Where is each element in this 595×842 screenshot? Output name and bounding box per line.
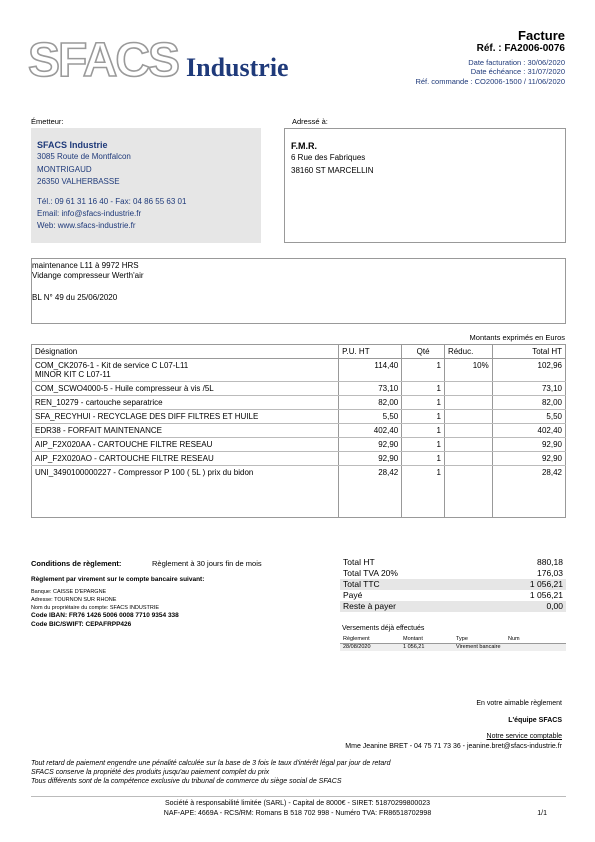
- payments-col-num: Num: [508, 636, 520, 642]
- legal-line3: Tous différents sont de la compétence exclusive du tribunal de commerce du siège social de SFACS: [31, 778, 342, 785]
- signoff-contact: Mme Jeanine BRET - 04 75 71 73 36 - jeanine.bret@sfacs-industrie.fr: [345, 743, 562, 750]
- signoff-greeting: En votre aimable règlement: [476, 700, 562, 707]
- row-discount: [444, 452, 492, 466]
- row-qty: 1: [402, 466, 445, 518]
- description-line2: Vidange compresseur Werth'air: [32, 271, 144, 280]
- row-total: 73,10: [492, 382, 565, 396]
- description-line1: maintenance L11 à 9972 HRS: [32, 261, 139, 270]
- row-qty: 1: [402, 452, 445, 466]
- bank-name: Banque: CAISSE D'EPARGNE: [31, 589, 107, 595]
- signoff-team: L'équipe SFACS: [508, 717, 562, 724]
- emitter-name: SFACS Industrie: [37, 140, 108, 150]
- payments-made-title: Versements déjà effectués: [342, 625, 425, 632]
- recipient-name: F.M.R.: [291, 141, 317, 151]
- recipient-address2: 38160 ST MARCELLIN: [291, 166, 374, 175]
- total-ttc-value: 1 056,21: [529, 579, 563, 589]
- col-total: Total HT: [492, 345, 565, 359]
- row-unit-price: 28,42: [339, 466, 402, 518]
- emitter-address1: 3085 Route de Montfalcon: [37, 152, 131, 161]
- payment-conditions-value: Règlement à 30 jours fin de mois: [152, 559, 262, 568]
- payments-col-montant: Montant: [403, 636, 423, 642]
- row-discount: [444, 396, 492, 410]
- payment-conditions-label: Conditions de règlement:: [31, 559, 122, 568]
- payments-col-type: Type: [456, 636, 468, 642]
- payment-row: [340, 644, 566, 651]
- footer-line1: Société à responsabilité limitée (SARL) - Capital de 8000€ - SIRET: 51870299800023: [165, 800, 430, 807]
- total-ttc-row: [340, 579, 566, 590]
- invoice-ref: Réf. : FA2006-0076: [476, 43, 565, 54]
- logo-mark: SFACS: [28, 36, 179, 86]
- row-qty: 1: [402, 424, 445, 438]
- recipient-label: Adressé à:: [292, 117, 328, 126]
- row-total: 92,90: [492, 438, 565, 452]
- row-designation: AIP_F2X020AA - CARTOUCHE FILTRE RESEAU: [32, 438, 339, 452]
- footer-divider: [31, 796, 566, 797]
- table-row: [32, 410, 566, 424]
- row-qty: 1: [402, 410, 445, 424]
- payment-amount: 1 056,21: [403, 644, 425, 650]
- row-total: 82,00: [492, 396, 565, 410]
- emitter-box: [31, 128, 261, 243]
- paid-label: Payé: [343, 590, 363, 600]
- legal-line2: SFACS conserve la propriété des produits jusqu'au paiement complet du prix: [31, 769, 270, 776]
- col-designation: Désignation: [32, 345, 339, 359]
- total-tva-row: [340, 568, 566, 579]
- remaining-value: 0,00: [546, 601, 563, 611]
- row-unit-price: 73,10: [339, 382, 402, 396]
- row-total: 28,42: [492, 466, 565, 518]
- total-ht-row: [340, 557, 566, 568]
- emitter-address3: 26350 VALHERBASSE: [37, 177, 120, 186]
- row-qty: 1: [402, 382, 445, 396]
- emitter-label: Émetteur:: [31, 117, 64, 126]
- row-total: 92,90: [492, 452, 565, 466]
- paid-row: [340, 590, 566, 601]
- row-designation: [32, 359, 339, 382]
- col-unit-price: P.U. HT: [339, 345, 402, 359]
- row-designation: REN_10279 - cartouche separatrice: [32, 396, 339, 410]
- row-designation: AIP_F2X020AO - CARTOUCHE FILTRE RESEAU: [32, 452, 339, 466]
- emitter-phone: Tél.: 09 61 31 16 40 - Fax: 04 86 55 63 01: [37, 197, 187, 206]
- col-discount: Réduc.: [444, 345, 492, 359]
- row-discount: [444, 410, 492, 424]
- row-total: 402,40: [492, 424, 565, 438]
- payment-date: 28/08/2020: [343, 644, 371, 650]
- invoice-date: Date facturation : 30/06/2020: [468, 58, 565, 67]
- bank-transfer-title: Règlement par virement sur le compte bancaire suivant:: [31, 576, 205, 583]
- table-header-row: [32, 345, 566, 359]
- row-designation: EDR38 - FORFAIT MAINTENANCE: [32, 424, 339, 438]
- total-tva-value: 176,03: [537, 568, 563, 578]
- payments-made-header: [340, 636, 566, 644]
- company-logo: [28, 36, 318, 86]
- row-discount: [444, 424, 492, 438]
- table-row: [32, 438, 566, 452]
- paid-value: 1 056,21: [529, 590, 563, 600]
- total-ht-value: 880,18: [537, 557, 563, 567]
- table-row: [32, 424, 566, 438]
- row-unit-price: 92,90: [339, 452, 402, 466]
- bank-address: Adresse: TOURNON SUR RHONE: [31, 597, 117, 603]
- table-row: [32, 382, 566, 396]
- row-designation-line2: MINOR KIT C L07-11: [35, 370, 111, 379]
- row-unit-price: 82,00: [339, 396, 402, 410]
- row-qty: 1: [402, 359, 445, 382]
- description-box: [31, 258, 566, 324]
- table-row: [32, 359, 566, 382]
- row-designation-line1: COM_CK2076-1 - Kit de service C L07-L11: [35, 361, 189, 370]
- signoff-accounting: Notre service comptable: [486, 733, 562, 740]
- row-unit-price: 114,40: [339, 359, 402, 382]
- legal-line1: Tout retard de paiement engendre une pénalité calculée sur la base de 3 fois le taux d'intérêt légal par jour de retard: [31, 760, 391, 767]
- total-ht-label: Total HT: [343, 557, 375, 567]
- row-discount: [444, 382, 492, 396]
- row-unit-price: 5,50: [339, 410, 402, 424]
- total-ttc-label: Total TTC: [343, 579, 380, 589]
- table-row: [32, 452, 566, 466]
- row-qty: 1: [402, 438, 445, 452]
- recipient-address1: 6 Rue des Fabriques: [291, 153, 366, 162]
- emitter-web[interactable]: Web: www.sfacs-industrie.fr: [37, 221, 136, 230]
- emitter-email[interactable]: Email: info@sfacs-industrie.fr: [37, 209, 142, 218]
- items-table: [31, 344, 566, 518]
- page-number: 1/1: [537, 810, 547, 817]
- row-qty: 1: [402, 396, 445, 410]
- emitter-address2: MONTRIGAUD: [37, 165, 92, 174]
- payment-type: Virement bancaire: [456, 644, 501, 650]
- row-unit-price: 402,40: [339, 424, 402, 438]
- col-qty: Qté: [402, 345, 445, 359]
- logo-text: Industrie: [186, 53, 289, 82]
- description-line3: BL N° 49 du 25/06/2020: [32, 293, 118, 302]
- table-row: [32, 466, 566, 518]
- table-row: [32, 396, 566, 410]
- row-total: 5,50: [492, 410, 565, 424]
- invoice-title: Facture: [518, 28, 565, 43]
- row-discount: [444, 466, 492, 518]
- due-date: Date échéance : 31/07/2020: [470, 67, 565, 76]
- footer-line2: NAF-APE: 4669A - RCS/RM: Romans B 518 702 998 - Numéro TVA: FR86518702998: [163, 810, 432, 817]
- row-unit-price: 92,90: [339, 438, 402, 452]
- remaining-label: Reste à payer: [343, 601, 396, 611]
- iban-code: Code IBAN: FR76 1426 5006 0008 7710 9354 338: [31, 612, 179, 619]
- row-total: 102,96: [492, 359, 565, 382]
- row-designation: COM_SCWO4000-5 - Huile compresseur à vis /5L: [32, 382, 339, 396]
- remaining-row: [340, 601, 566, 612]
- currency-note: Montants exprimés en Euros: [469, 333, 565, 342]
- row-designation: UNI_3490100000227 - Compressor P 100 ( 5L ) prix du bidon: [32, 466, 339, 518]
- row-designation: SFA_RECYHUI - RECYCLAGE DES DIFF FILTRES ET HUILE: [32, 410, 339, 424]
- bic-code: Code BIC/SWIFT: CEPAFRPP426: [31, 621, 132, 628]
- account-owner: Nom du propriétaire du compte: SFACS INDUSTRIE: [31, 605, 160, 611]
- total-tva-label: Total TVA 20%: [343, 568, 398, 578]
- payments-col-reglement: Règlement: [343, 636, 370, 642]
- row-discount: 10%: [444, 359, 492, 382]
- recipient-box: [284, 128, 566, 243]
- row-discount: [444, 438, 492, 452]
- order-ref: Réf. commande : CO2006-1500 / 11/06/2020: [415, 77, 565, 86]
